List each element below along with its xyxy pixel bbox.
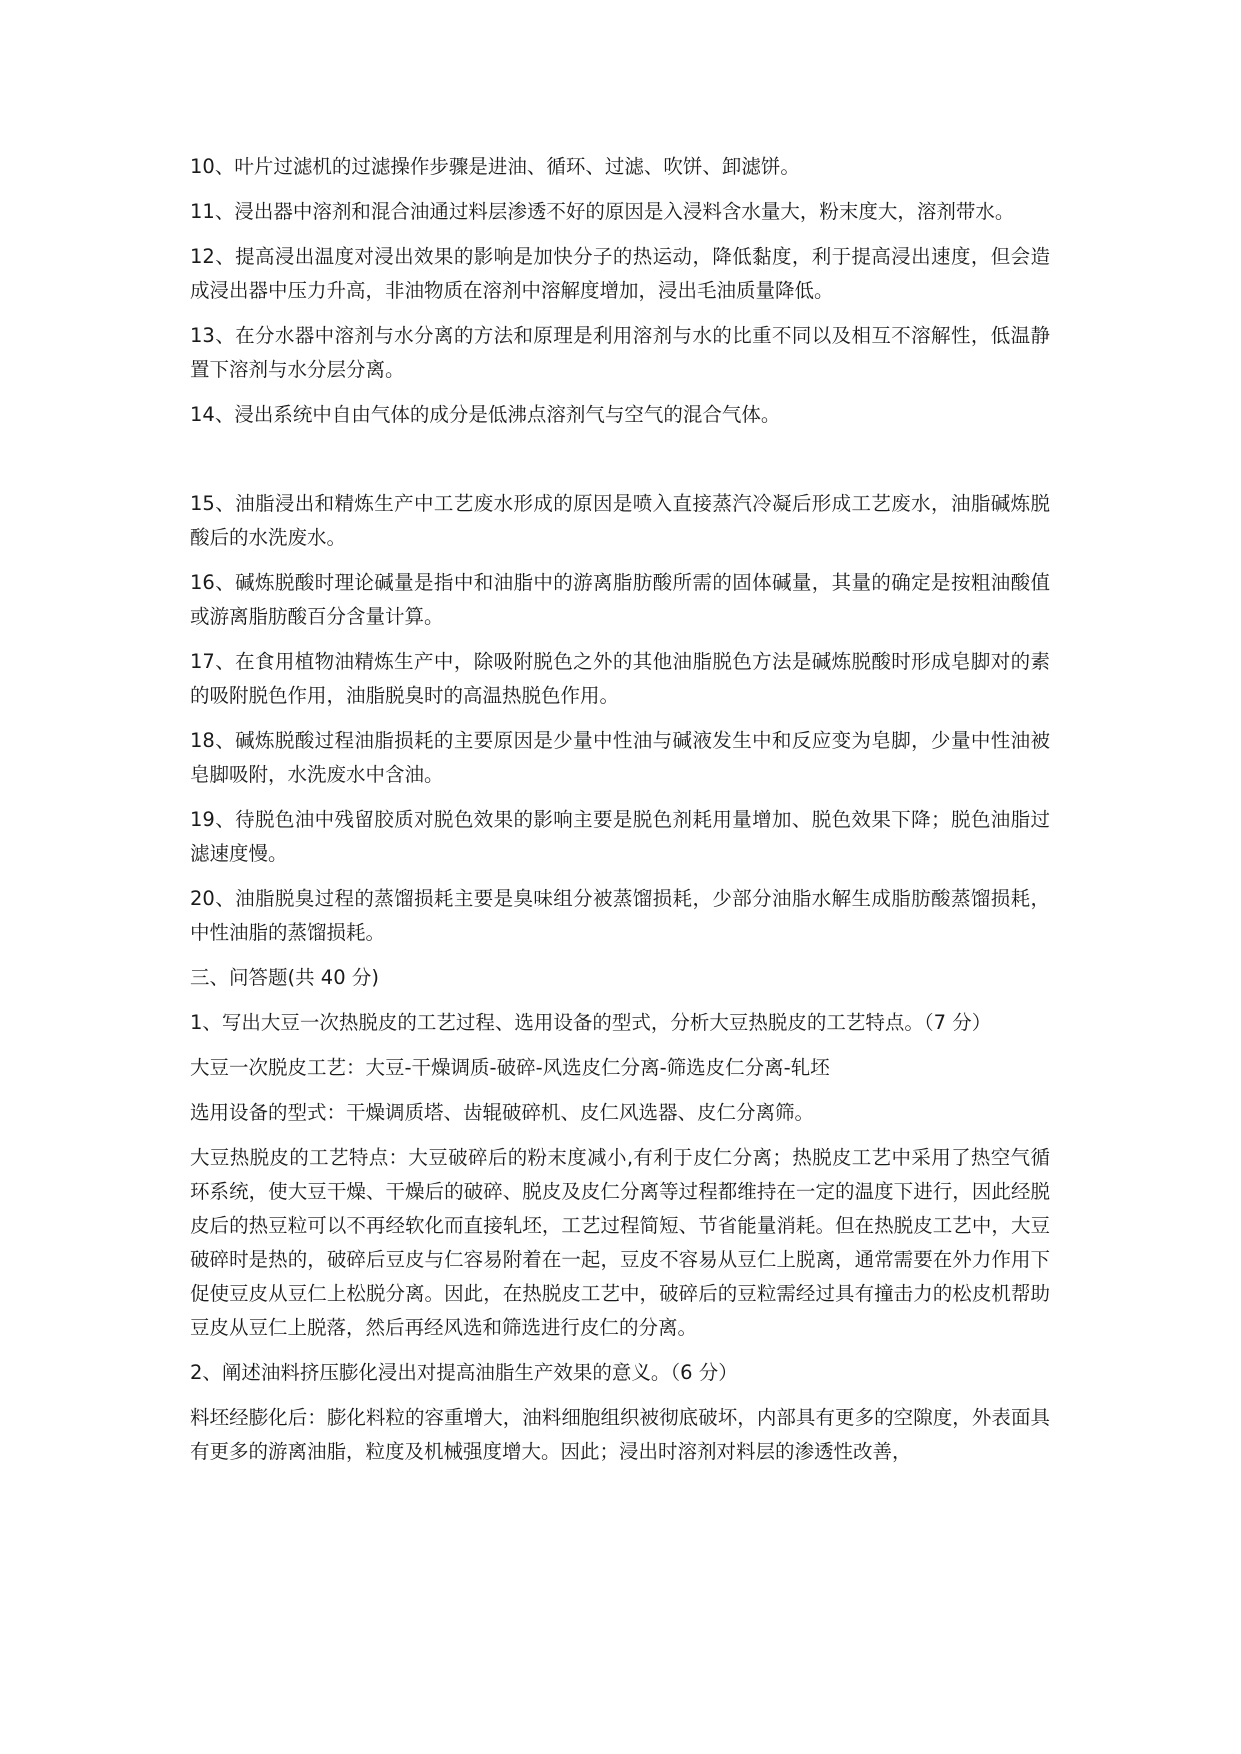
paragraph-q19: 19、待脱色油中残留胶质对脱色效果的影响主要是脱色剂耗用量增加、脱色效果下降；脱色油脂过滤速度慢。	[190, 808, 1050, 865]
paragraph-q14: 14、浸出系统中自由气体的成分是低沸点溶剂气与空气的混合气体。	[190, 403, 781, 426]
question-2: 2、阐述油料挤压膨化浸出对提高油脂生产效果的意义。（6 分）	[190, 1361, 738, 1384]
paragraph-q10: 10、叶片过滤机的过滤操作步骤是进油、循环、过滤、吹饼、卸滤饼。	[190, 155, 800, 178]
document-page	[190, 150, 1050, 1480]
paragraph-q13: 13、在分水器中溶剂与水分离的方法和原理是利用溶剂与水的比重不同以及相互不溶解性，低温静置下溶剂与水分层分离。	[190, 324, 1050, 381]
answer-1-equipment: 选用设备的型式：干燥调质塔、齿辊破碎机、皮仁风选器、皮仁分离筛。	[190, 1101, 815, 1124]
blank-gap	[190, 443, 1050, 487]
paragraph-q18: 18、碱炼脱酸过程油脂损耗的主要原因是少量中性油与碱液发生中和反应变为皂脚，少量中性油被皂脚吸附，水洗废水中含油。	[190, 729, 1050, 786]
answer-1-process: 大豆一次脱皮工艺：大豆-干燥调质-破碎-风选皮仁分离-筛选皮仁分离-轧坯	[190, 1056, 830, 1079]
paragraph-q11: 11、浸出器中溶剂和混合油通过料层渗透不好的原因是入浸料含水量大，粉末度大，溶剂带水。	[190, 200, 1015, 223]
question-1: 1、写出大豆一次热脱皮的工艺过程、选用设备的型式，分析大豆热脱皮的工艺特点。（7 分）	[190, 1011, 992, 1034]
paragraph-q16: 16、碱炼脱酸时理论碱量是指中和油脂中的游离脂肪酸所需的固体碱量，其量的确定是按粗油酸值或游离脂肪酸百分含量计算。	[190, 571, 1050, 628]
paragraph-q12: 12、提高浸出温度对浸出效果的影响是加快分子的热运动，降低黏度，利于提高浸出速度，但会造成浸出器中压力升高，非油物质在溶剂中溶解度增加，浸出毛油质量降低。	[190, 245, 1050, 302]
answer-2: 料坯经膨化后：膨化料粒的容重增大，油料细胞组织被彻底破坏，内部具有更多的空隙度，外表面具有更多的游离油脂，粒度及机械强度增大。因此；浸出时溶剂对料层的渗透性改善，	[190, 1406, 1050, 1463]
answer-1-features: 大豆热脱皮的工艺特点：大豆破碎后的粉末度减小,有利于皮仁分离；热脱皮工艺中采用了热空气循环系统，使大豆干燥、干燥后的破碎、脱皮及皮仁分离等过程都维持在一定的温度下进行，因此经脱皮后的热豆粒可以不再经软化而直接轧坯，工艺过程简短、节省能量消耗。但在热脱皮工艺中，大豆破碎时是热的，破碎后豆皮与仁容易附着在一起，豆皮不容易从豆仁上脱离，通常需要在外力作用下促使豆皮从豆仁上松脱分离。因此，在热脱皮工艺中，破碎后的豆粒需经过具有撞击力的松皮机帮助豆皮从豆仁上脱落，然后再经风选和筛选进行皮仁的分离。	[190, 1146, 1050, 1339]
paragraph-q20: 20、油脂脱臭过程的蒸馏损耗主要是臭味组分被蒸馏损耗，少部分油脂水解生成脂肪酸蒸馏损耗，中性油脂的蒸馏损耗。	[190, 887, 1050, 944]
paragraph-q15: 15、油脂浸出和精炼生产中工艺废水形成的原因是喷入直接蒸汽冷凝后形成工艺废水，油脂碱炼脱酸后的水洗废水。	[190, 492, 1050, 549]
section-heading: 三、问答题(共 40 分)	[190, 966, 379, 989]
paragraph-q17: 17、在食用植物油精炼生产中，除吸附脱色之外的其他油脂脱色方法是碱炼脱酸时形成皂脚对的素的吸附脱色作用，油脂脱臭时的高温热脱色作用。	[190, 650, 1050, 707]
